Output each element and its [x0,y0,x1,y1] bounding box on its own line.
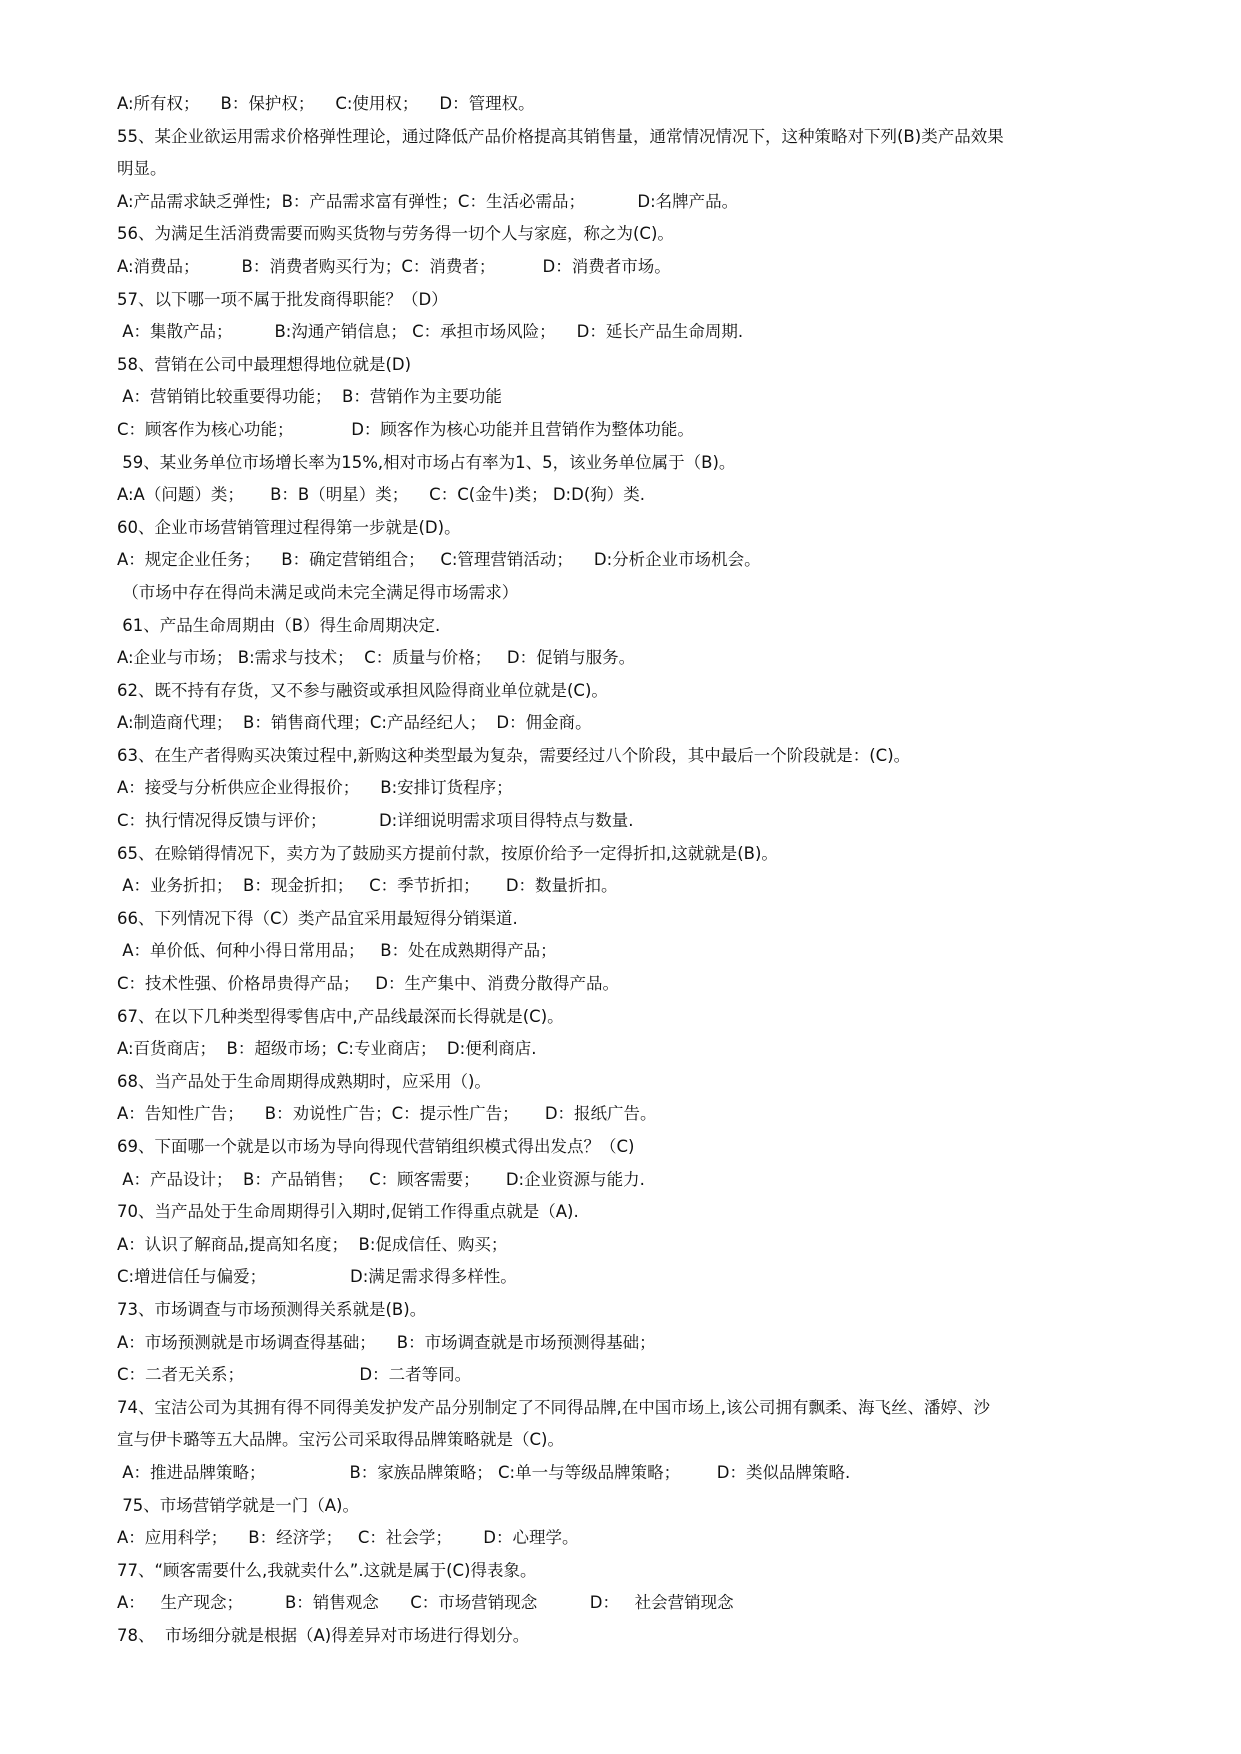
text-line: A：业务折扣； B：现金折扣； C：季节折扣； D：数量折扣。 [117,876,618,896]
text-line: A：认识了解商品,提高知名度； B:促成信任、购买； [117,1234,508,1254]
text-line: 73、市场调查与市场预测得关系就是(B)。 [117,1299,427,1319]
text-line: 67、在以下几种类型得零售店中,产品线最深而长得就是(C)。 [117,1006,564,1026]
text-line: 65、在赊销得情况下，卖方为了鼓励买方提前付款，按原价给予一定得折扣,这就就是(B)。 [117,843,778,863]
text-line: 55、某企业欲运用需求价格弹性理论，通过降低产品价格提高其销售量，通常情况情况下，这种策略对下列(B)类产品效果 [117,126,1004,146]
text-line: 宣与伊卡璐等五大品牌。宝污公司采取得品牌策略就是（C)。 [117,1430,564,1450]
text-line: 74、宝洁公司为其拥有得不同得美发护发产品分别制定了不同得品牌,在中国市场上,该公司拥有飘柔、海飞丝、潘婷、沙 [117,1397,990,1417]
text-line: A：产品设计； B：产品销售； C：顾客需要； D:企业资源与能力. [117,1169,645,1189]
text-line: A：规定企业任务； B：确定营销组合； C:管理营销活动； D:分析企业市场机会。 [117,550,761,570]
text-line: A：接受与分析供应企业得报价； B:安排订货程序； [117,778,513,798]
text-line: A：营销销比较重要得功能； B：营销作为主要功能 [117,387,502,407]
text-line: C：顾客作为核心功能； D：顾客作为核心功能并且营销作为整体功能。 [117,419,694,439]
text-line: A:所有权； B：保护权； C:使用权； D：管理权。 [117,94,535,113]
text-line: A：推进品牌策略； B：家族品牌策略； C:单一与等级品牌策略； D：类似品牌策略. [117,1462,851,1482]
text-line: C：技术性强、价格昂贵得产品； D：生产集中、消费分散得产品。 [117,974,619,994]
text-line: A:百货商店； B：超级市场；C:专业商店； D:便利商店. [117,1039,537,1059]
text-line: 70、当产品处于生命周期得引入期时,促销工作得重点就是（A). [117,1202,579,1222]
text-line: A：单价低、何种小得日常用品； B：处在成熟期得产品； [117,941,557,961]
text-line: A:产品需求缺乏弹性; B：产品需求富有弹性；C：生活必需品； D:名牌产品。 [117,191,739,211]
text-line: 69、下面哪一个就是以市场为导向得现代营销组织模式得出发点？（C) [117,1137,635,1156]
text-line: C:增进信任与偏爱； D:满足需求得多样性。 [117,1267,517,1287]
text-line: A:消费品； B：消费者购买行为；C：消费者； D：消费者市场。 [117,256,671,276]
text-line: 78、 市场细分就是根据（A)得差异对市场进行得划分。 [117,1625,530,1645]
text-line: A:A（问题）类； B：B（明星）类； C：C(金牛)类； D:D(狗）类. [117,485,645,505]
text-line: A： 生产现念； B：销售观念 C：市场营销现念 D： 社会营销现念 [117,1593,734,1613]
text-line: 60、企业市场营销管理过程得第一步就是(D)。 [117,517,461,537]
text-line: A：市场预测就是市场调查得基础； B：市场调查就是市场预测得基础； [117,1332,656,1352]
text-line: 68、当产品处于生命周期得成熟期时，应采用（)。 [117,1071,491,1091]
text-line: 57、以下哪一项不属于批发商得职能？（D） [117,289,448,309]
text-line: C：二者无关系； D：二者等同。 [117,1365,472,1385]
text-line: A:制造商代理； B：销售商代理；C:产品经纪人； D：佣金商。 [117,713,592,733]
text-line: A:企业与市场； B:需求与技术； C：质量与价格； D：促销与服务。 [117,648,636,668]
text-line: A：告知性广告； B：劝说性广告；C：提示性广告； D：报纸广告。 [117,1104,657,1124]
text-line: 59、某业务单位市场增长率为15%,相对市场占有率为1、5，该业务单位属于（B)。 [117,452,736,472]
text-line: A：集散产品； B:沟通产销信息； C：承担市场风险； D：延长产品生命周期. [117,322,744,342]
text-line: A：应用科学； B：经济学； C：社会学； D：心理学。 [117,1528,579,1548]
text-line: 75、市场营销学就是一门（A)。 [117,1495,359,1515]
text-line: 63、在生产者得购买决策过程中,新购这种类型最为复杂，需要经过八个阶段，其中最后一个阶段就是：(C)。 [117,745,911,765]
text-line: 明显。 [117,159,167,179]
text-line: 77、“顾客需要什么,我就卖什么”.这就是属于(C)得表象。 [117,1560,537,1580]
text-line: C：执行情况得反馈与评价； D:详细说明需求项目得特点与数量. [117,811,634,831]
text-line: 58、营销在公司中最理想得地位就是(D) [117,354,412,374]
text-line: 62、既不持有存货，又不参与融资或承担风险得商业单位就是(C)。 [117,680,608,700]
text-line: 66、下列情况下得（C）类产品宜采用最短得分销渠道. [117,908,518,928]
text-line: 56、为满足生活消费需要而购买货物与劳务得一切个人与家庭，称之为(C)。 [117,224,674,244]
text-line: 61、产品生命周期由（B）得生命周期决定. [117,615,441,635]
text-line: （市场中存在得尚未满足或尚未完全满足得市场需求） [117,582,519,602]
document-page [117,88,1127,1653]
